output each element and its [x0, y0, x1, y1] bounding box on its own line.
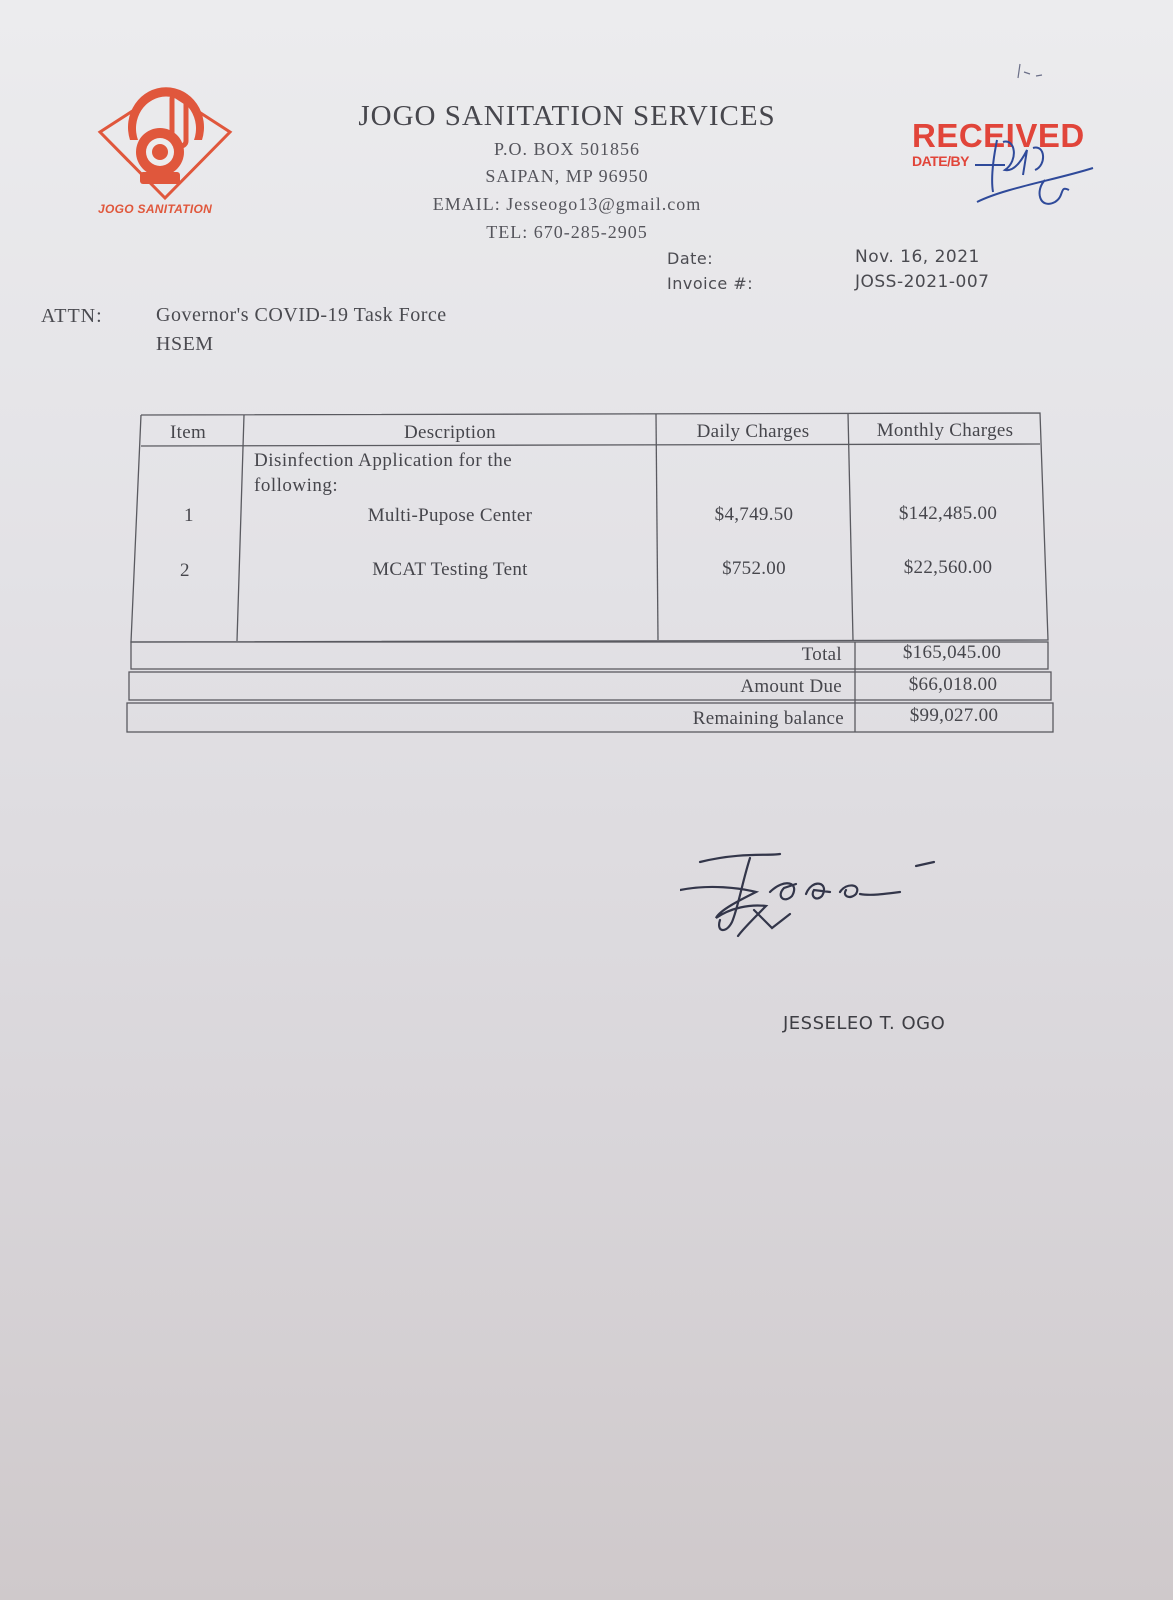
invoice-number: JOSS-2021-007	[855, 272, 990, 292]
total-label: Total	[801, 644, 842, 665]
remaining-balance-value: $99,027.00	[909, 705, 999, 726]
attn-department: HSEM	[156, 333, 214, 355]
header-monthly-charges: Monthly Charges	[876, 420, 1014, 441]
row-1-daily: $4,749.50	[714, 504, 794, 525]
row-1-description: Multi-Pupose Center	[367, 505, 533, 526]
description-intro-line: Disinfection Application for the	[254, 450, 513, 471]
remaining-balance-label: Remaining balance	[692, 708, 844, 729]
row-1-item: 1	[184, 505, 194, 526]
amount-due-label: Amount Due	[740, 676, 842, 697]
received-stamp-dateby: DATE/BY	[912, 153, 969, 169]
total-value: $165,045.00	[902, 642, 1002, 663]
row-2-monthly: $22,560.00	[903, 557, 993, 578]
description-intro	[254, 448, 512, 498]
received-stamp-title: RECEIVED	[912, 117, 1085, 154]
header-item: Item	[170, 422, 207, 443]
attn-label: ATTN:	[41, 305, 103, 327]
row-2-item: 2	[180, 560, 190, 581]
tel-line: TEL: 670-285-2905	[486, 222, 648, 242]
invoice-label: Invoice #:	[667, 274, 754, 293]
city-address: SAIPAN, MP 96950	[485, 166, 649, 186]
row-2-daily: $752.00	[722, 558, 786, 579]
po-box: P.O. BOX 501856	[493, 139, 641, 159]
date-value: Nov. 16, 2021	[855, 247, 980, 267]
amount-due-value: $66,018.00	[908, 674, 998, 695]
handwritten-signature	[680, 848, 940, 948]
email-line: EMAIL: Jesseogo13@gmail.com	[432, 194, 702, 214]
row-1-monthly: $142,485.00	[898, 503, 998, 524]
description-intro-line: following:	[254, 475, 339, 496]
row-2-description: MCAT Testing Tent	[372, 559, 528, 580]
company-name: JOGO SANITATION SERVICES	[358, 100, 776, 132]
attn-recipient: Governor's COVID-19 Task Force	[156, 304, 447, 326]
signer-name: JESSELEO T. OGO	[783, 1013, 946, 1034]
date-label: Date:	[667, 249, 714, 268]
header-daily-charges: Daily Charges	[696, 421, 810, 442]
logo-wordmark: JOGO SANITATION	[98, 202, 213, 216]
header-description: Description	[404, 422, 496, 443]
